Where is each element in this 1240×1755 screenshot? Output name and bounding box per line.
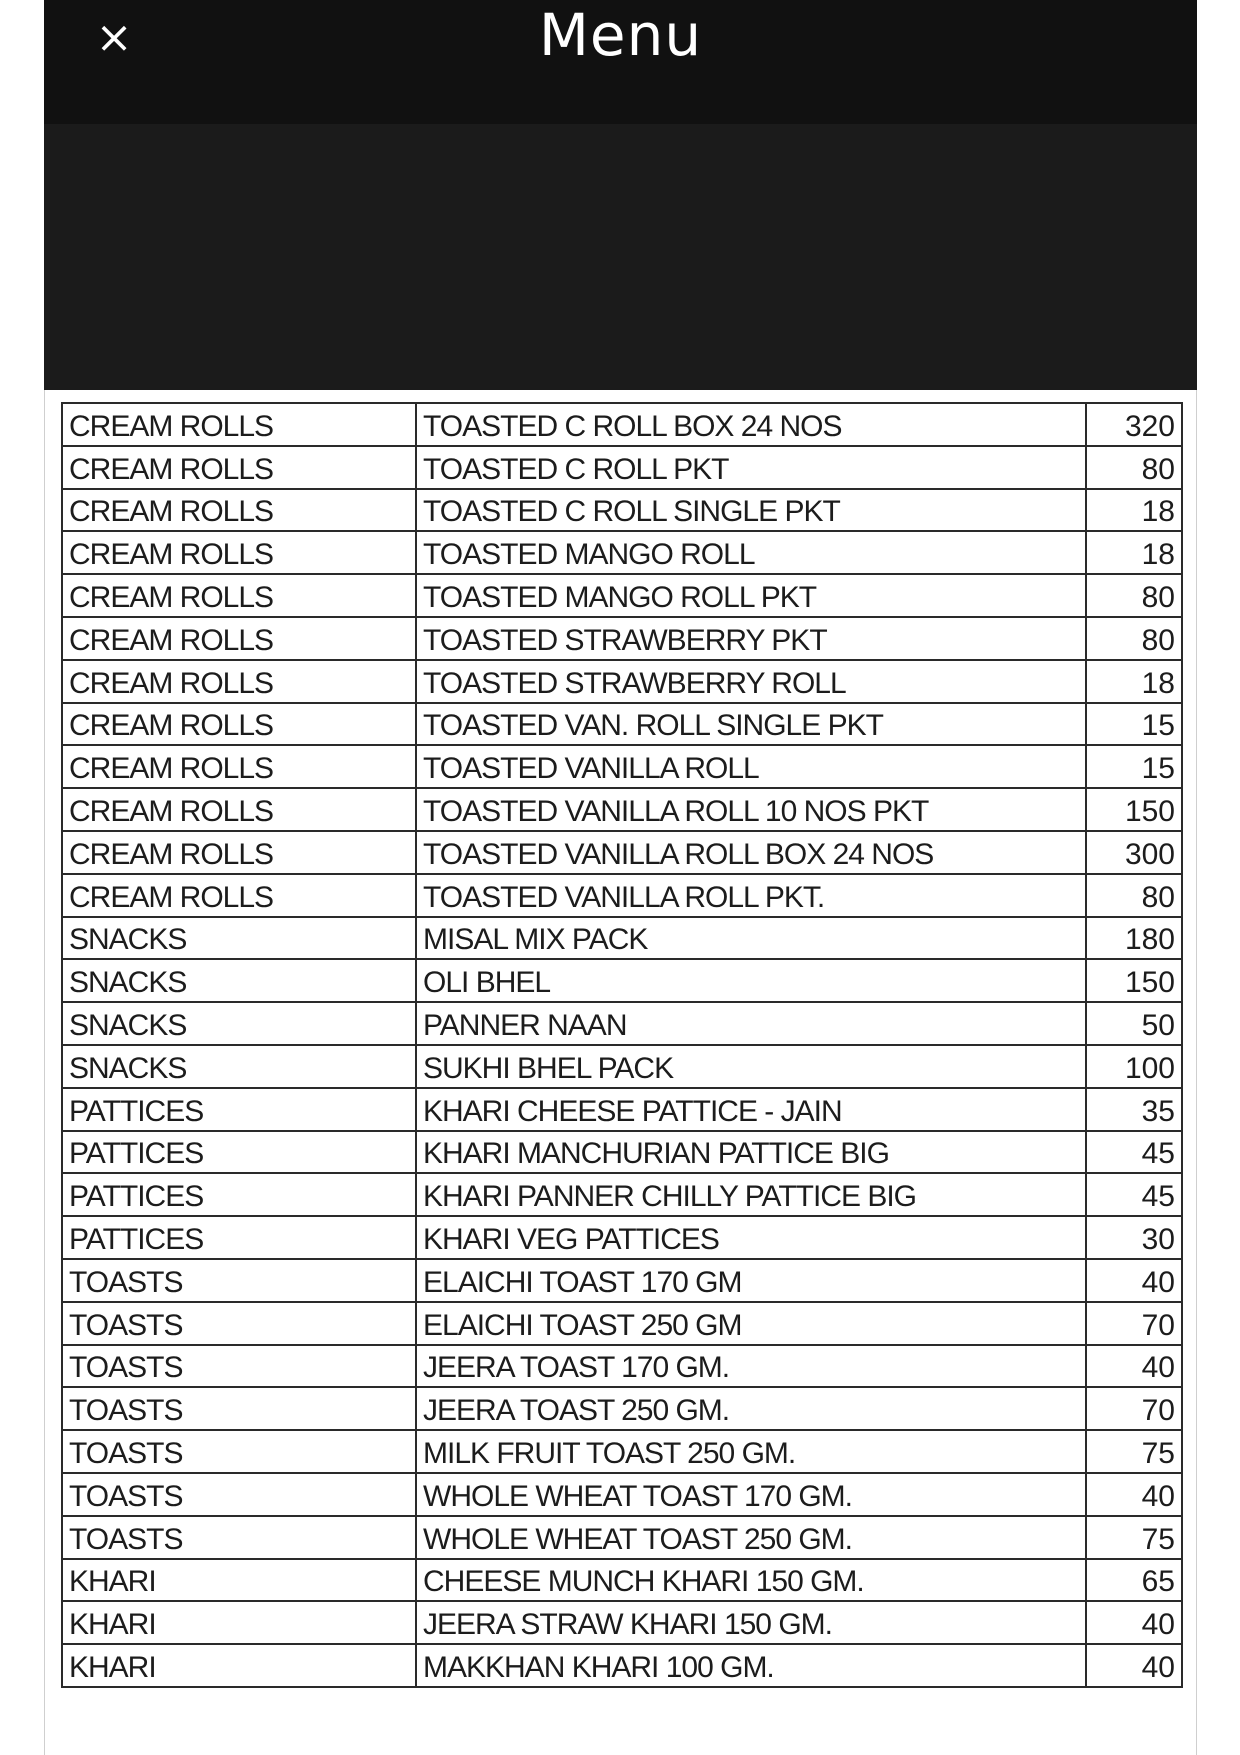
- price-cell: 40: [1086, 1345, 1182, 1388]
- category-cell: TOASTS: [62, 1473, 416, 1516]
- menu-image: [44, 390, 1197, 1755]
- item-cell: TOASTED VANILLA ROLL 10 NOS PKT: [416, 788, 1086, 831]
- category-cell: CREAM ROLLS: [62, 703, 416, 746]
- category-cell: CREAM ROLLS: [62, 831, 416, 874]
- item-cell: TOASTED VANILLA ROLL PKT.: [416, 874, 1086, 917]
- price-cell: 80: [1086, 617, 1182, 660]
- item-cell: CHEESE MUNCH KHARI 150 GM.: [416, 1559, 1086, 1602]
- category-cell: CREAM ROLLS: [62, 660, 416, 703]
- category-cell: CREAM ROLLS: [62, 788, 416, 831]
- category-cell: KHARI: [62, 1601, 416, 1644]
- table-row: [62, 574, 1182, 617]
- price-cell: 45: [1086, 1131, 1182, 1174]
- category-cell: TOASTS: [62, 1430, 416, 1473]
- category-cell: SNACKS: [62, 917, 416, 960]
- close-icon[interactable]: ×: [95, 12, 133, 63]
- table-row: [62, 1473, 1182, 1516]
- item-cell: TOASTED STRAWBERRY PKT: [416, 617, 1086, 660]
- price-cell: 50: [1086, 1002, 1182, 1045]
- price-cell: 18: [1086, 531, 1182, 574]
- table-row: [62, 403, 1182, 446]
- item-cell: TOASTED STRAWBERRY ROLL: [416, 660, 1086, 703]
- category-cell: PATTICES: [62, 1131, 416, 1174]
- price-cell: 320: [1086, 403, 1182, 446]
- item-cell: ELAICHI TOAST 170 GM: [416, 1259, 1086, 1302]
- item-cell: TOASTED VANILLA ROLL: [416, 745, 1086, 788]
- price-cell: 80: [1086, 574, 1182, 617]
- price-cell: 80: [1086, 874, 1182, 917]
- table-row: [62, 1131, 1182, 1174]
- table-row: [62, 1002, 1182, 1045]
- item-cell: ELAICHI TOAST 250 GM: [416, 1302, 1086, 1345]
- table-row: [62, 1088, 1182, 1131]
- category-cell: CREAM ROLLS: [62, 531, 416, 574]
- table-row: [62, 1601, 1182, 1644]
- price-cell: 35: [1086, 1088, 1182, 1131]
- table-row: [62, 1216, 1182, 1259]
- table-row: [62, 1045, 1182, 1088]
- item-cell: JEERA TOAST 170 GM.: [416, 1345, 1086, 1388]
- table-row: [62, 1259, 1182, 1302]
- item-cell: TOASTED MANGO ROLL PKT: [416, 574, 1086, 617]
- price-cell: 65: [1086, 1559, 1182, 1602]
- price-cell: 70: [1086, 1302, 1182, 1345]
- price-cell: 180: [1086, 917, 1182, 960]
- item-cell: OLI BHEL: [416, 959, 1086, 1002]
- item-cell: TOASTED C ROLL BOX 24 NOS: [416, 403, 1086, 446]
- category-cell: KHARI: [62, 1559, 416, 1602]
- item-cell: MILK FRUIT TOAST 250 GM.: [416, 1430, 1086, 1473]
- top-bar: [44, 0, 1197, 124]
- item-cell: PANNER NAAN: [416, 1002, 1086, 1045]
- price-cell: 75: [1086, 1430, 1182, 1473]
- category-cell: SNACKS: [62, 959, 416, 1002]
- category-cell: PATTICES: [62, 1173, 416, 1216]
- category-cell: TOASTS: [62, 1302, 416, 1345]
- item-cell: WHOLE WHEAT TOAST 250 GM.: [416, 1516, 1086, 1559]
- category-cell: CREAM ROLLS: [62, 446, 416, 489]
- price-cell: 30: [1086, 1216, 1182, 1259]
- table-row: [62, 1430, 1182, 1473]
- item-cell: SUKHI BHEL PACK: [416, 1045, 1086, 1088]
- menu-screen: [44, 0, 1197, 1755]
- category-cell: PATTICES: [62, 1088, 416, 1131]
- table-row: [62, 917, 1182, 960]
- item-cell: KHARI VEG PATTICES: [416, 1216, 1086, 1259]
- table-row: [62, 788, 1182, 831]
- table-row: [62, 1345, 1182, 1388]
- category-cell: CREAM ROLLS: [62, 617, 416, 660]
- category-cell: PATTICES: [62, 1216, 416, 1259]
- item-cell: MISAL MIX PACK: [416, 917, 1086, 960]
- category-cell: CREAM ROLLS: [62, 874, 416, 917]
- item-cell: KHARI PANNER CHILLY PATTICE BIG: [416, 1173, 1086, 1216]
- table-row: [62, 446, 1182, 489]
- item-cell: JEERA STRAW KHARI 150 GM.: [416, 1601, 1086, 1644]
- category-cell: TOASTS: [62, 1387, 416, 1430]
- price-cell: 18: [1086, 489, 1182, 532]
- price-cell: 150: [1086, 788, 1182, 831]
- category-cell: SNACKS: [62, 1002, 416, 1045]
- table-row: [62, 1302, 1182, 1345]
- price-cell: 45: [1086, 1173, 1182, 1216]
- table-row: [62, 660, 1182, 703]
- category-cell: SNACKS: [62, 1045, 416, 1088]
- item-cell: MAKKHAN KHARI 100 GM.: [416, 1644, 1086, 1687]
- price-cell: 80: [1086, 446, 1182, 489]
- table-row: [62, 703, 1182, 746]
- price-cell: 15: [1086, 745, 1182, 788]
- price-cell: 15: [1086, 703, 1182, 746]
- menu-table-body: [62, 403, 1182, 1687]
- category-cell: CREAM ROLLS: [62, 745, 416, 788]
- page-title: Menu: [538, 1, 703, 69]
- item-cell: TOASTED VAN. ROLL SINGLE PKT: [416, 703, 1086, 746]
- price-cell: 40: [1086, 1259, 1182, 1302]
- item-cell: TOASTED C ROLL SINGLE PKT: [416, 489, 1086, 532]
- table-row: [62, 1173, 1182, 1216]
- header-banner: [44, 124, 1197, 390]
- category-cell: TOASTS: [62, 1516, 416, 1559]
- item-cell: KHARI CHEESE PATTICE - JAIN: [416, 1088, 1086, 1131]
- table-row: [62, 831, 1182, 874]
- category-cell: CREAM ROLLS: [62, 403, 416, 446]
- price-cell: 18: [1086, 660, 1182, 703]
- table-row: [62, 959, 1182, 1002]
- table-row: [62, 531, 1182, 574]
- table-row: [62, 617, 1182, 660]
- price-cell: 40: [1086, 1601, 1182, 1644]
- category-cell: CREAM ROLLS: [62, 574, 416, 617]
- price-cell: 40: [1086, 1473, 1182, 1516]
- category-cell: TOASTS: [62, 1259, 416, 1302]
- table-row: [62, 745, 1182, 788]
- price-cell: 75: [1086, 1516, 1182, 1559]
- item-cell: TOASTED MANGO ROLL: [416, 531, 1086, 574]
- item-cell: TOASTED C ROLL PKT: [416, 446, 1086, 489]
- item-cell: JEERA TOAST 250 GM.: [416, 1387, 1086, 1430]
- table-row: [62, 874, 1182, 917]
- price-cell: 40: [1086, 1644, 1182, 1687]
- category-cell: TOASTS: [62, 1345, 416, 1388]
- table-row: [62, 1644, 1182, 1687]
- category-cell: CREAM ROLLS: [62, 489, 416, 532]
- table-row: [62, 1387, 1182, 1430]
- category-cell: KHARI: [62, 1644, 416, 1687]
- price-cell: 70: [1086, 1387, 1182, 1430]
- item-cell: KHARI MANCHURIAN PATTICE BIG: [416, 1131, 1086, 1174]
- price-cell: 300: [1086, 831, 1182, 874]
- table-row: [62, 1516, 1182, 1559]
- item-cell: WHOLE WHEAT TOAST 170 GM.: [416, 1473, 1086, 1516]
- item-cell: TOASTED VANILLA ROLL BOX 24 NOS: [416, 831, 1086, 874]
- table-row: [62, 489, 1182, 532]
- table-row: [62, 1559, 1182, 1602]
- price-cell: 150: [1086, 959, 1182, 1002]
- menu-table: [61, 402, 1183, 1688]
- price-cell: 100: [1086, 1045, 1182, 1088]
